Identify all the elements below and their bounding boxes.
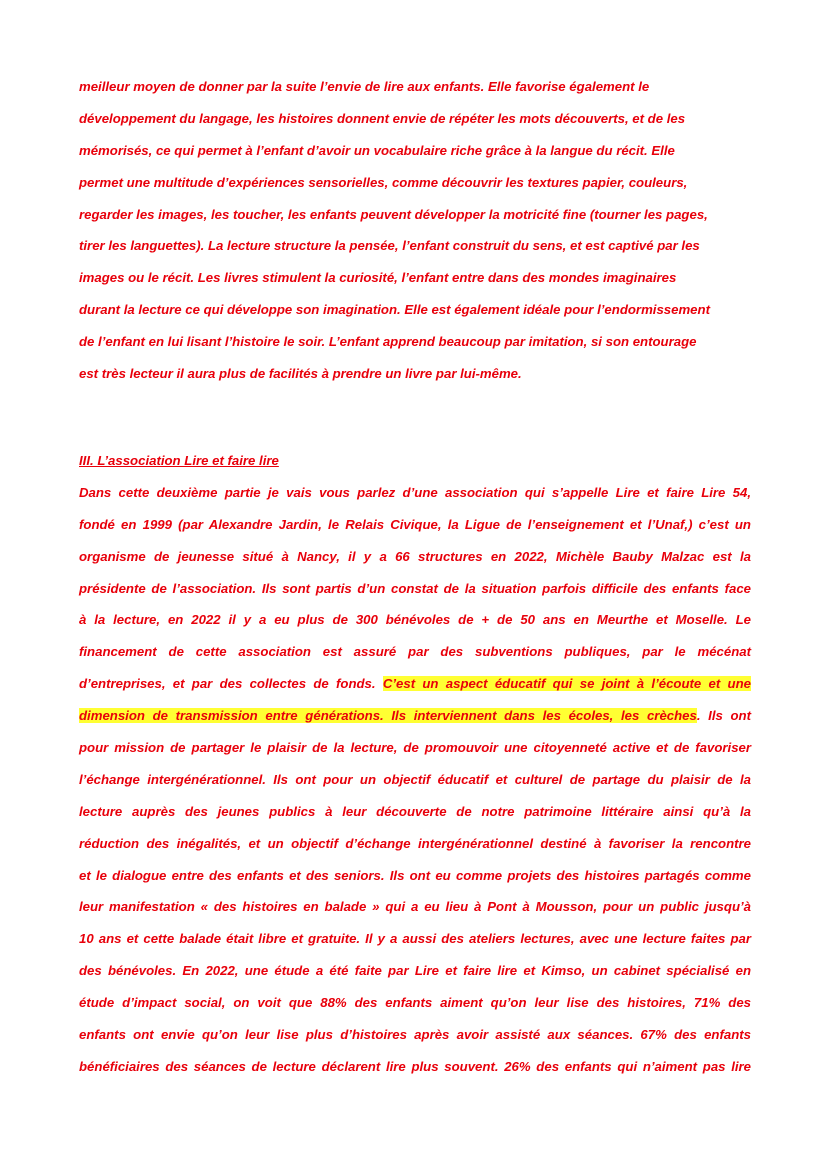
paragraph-line: durant la lecture ce qui développe son imagination. Elle est également idéale pour l’endormissement: [79, 302, 710, 318]
paragraph-line: est très lecteur il aura plus de facilités à prendre un livre par lui-même.: [79, 366, 522, 382]
paragraph-line: tirer les languettes). La lecture structure la pensée, l’enfant construit du sens, et est captivé par les: [79, 238, 700, 254]
paragraph-line: regarder les images, les toucher, les enfants peuvent développer la motricité fine (tourner les pages,: [79, 206, 708, 222]
paragraph-line: permet une multitude d’expériences sensorielles, comme découvrir les textures papier, couleurs,: [79, 174, 688, 190]
paragraph-line: l’échange intergénérationnel. Ils ont pour un objectif éducatif et culturel de partage du plaisir de la: [79, 771, 751, 787]
section-heading: III. L’association Lire et faire lire: [79, 453, 279, 468]
paragraph-line: organisme de jeunesse situé à Nancy, il y a 66 structures en 2022, Michèle Bauby Malzac est la: [79, 548, 751, 564]
paragraph-line: étude d’impact social, on voit que 88% des enfants aiment qu’on leur lise des histoires, 71% des: [79, 995, 751, 1011]
paragraph-line: Dans cette deuxième partie je vais vous parlez d’une association qui s’appelle Lire et faire Lire 54,: [79, 484, 751, 500]
plain-text: . Ils ont: [696, 708, 751, 724]
paragraph-line: développement du langage, les histoires donnent envie de répéter les mots découverts, et de les: [79, 110, 686, 126]
paragraph-line: leur manifestation « des histoires en balade » qui a eu lieu à Pont à Mousson, pour un public jusqu’à: [79, 899, 751, 915]
paragraph-reading-benefits: [79, 71, 751, 390]
highlighted-text: dimension de transmission entre générations. Ils interviennent dans les écoles, les crèches: [79, 708, 697, 724]
section-association: [79, 445, 751, 1083]
paragraph-line: mémorisés, ce qui permet à l’enfant d’avoir un vocabulaire riche grâce à la langue du récit. Elle: [79, 142, 675, 158]
paragraph-line: présidente de l’association. Ils sont partis d’un constat de la situation parfois difficile des enfants face: [79, 580, 751, 596]
plain-text: d’entreprises, et par des collectes de fonds.: [79, 676, 383, 692]
paragraph-line: [79, 700, 751, 732]
paragraph-line: pour mission de partager le plaisir de la lecture, de promouvoir une citoyenneté active et de favoriser: [79, 740, 751, 756]
paragraph-line: à la lecture, en 2022 il y a eu plus de 300 bénévoles de + de 50 ans en Meurthe et Moselle. Le: [79, 612, 751, 628]
paragraph-line: de l’enfant en lui lisant l’histoire le soir. L’enfant apprend beaucoup par imitation, si son entourage: [79, 334, 697, 350]
paragraph-line: financement de cette association est assuré par des subventions publiques, par le mécénat: [79, 644, 751, 660]
paragraph-line: [79, 668, 751, 700]
highlighted-text: C’est un aspect éducatif qui se joint à l’écoute et une: [382, 676, 751, 692]
paragraph-line: réduction des inégalités, et un objectif d’échange intergénérationnel destiné à favoriser la rencontre: [79, 835, 751, 851]
paragraph-line: lecture auprès des jeunes publics à leur découverte de notre patrimoine littéraire ainsi qu’à la: [79, 803, 751, 819]
paragraph-line: images ou le récit. Les livres stimulent la curiosité, l’enfant entre dans des mondes imaginaires: [79, 270, 677, 286]
paragraph-line: enfants ont envie qu’on leur lise plus d’histoires après avoir assisté aux séances. 67% des enfants: [79, 1027, 751, 1043]
paragraph-line: des bénévoles. En 2022, une étude a été faite par Lire et faire lire et Kimso, un cabinet spécialisé en: [79, 963, 751, 979]
paragraph-line: 10 ans et cette balade était libre et gratuite. Il y a aussi des ateliers lectures, avec une lecture faites par: [79, 931, 751, 947]
paragraph-line: et le dialogue entre des enfants et des seniors. Ils ont eu comme projets des histoires partagés comme: [79, 867, 751, 883]
paragraph-line: bénéficiaires des séances de lecture déclarent lire plus souvent. 26% des enfants qui n’aiment pas lire: [79, 1058, 751, 1074]
paragraph-line: fondé en 1999 (par Alexandre Jardin, le Relais Civique, la Ligue de l’enseignement et l’Unaf,) c’est un: [79, 516, 751, 532]
paragraph-line: meilleur moyen de donner par la suite l’envie de lire aux enfants. Elle favorise également le: [79, 79, 650, 94]
